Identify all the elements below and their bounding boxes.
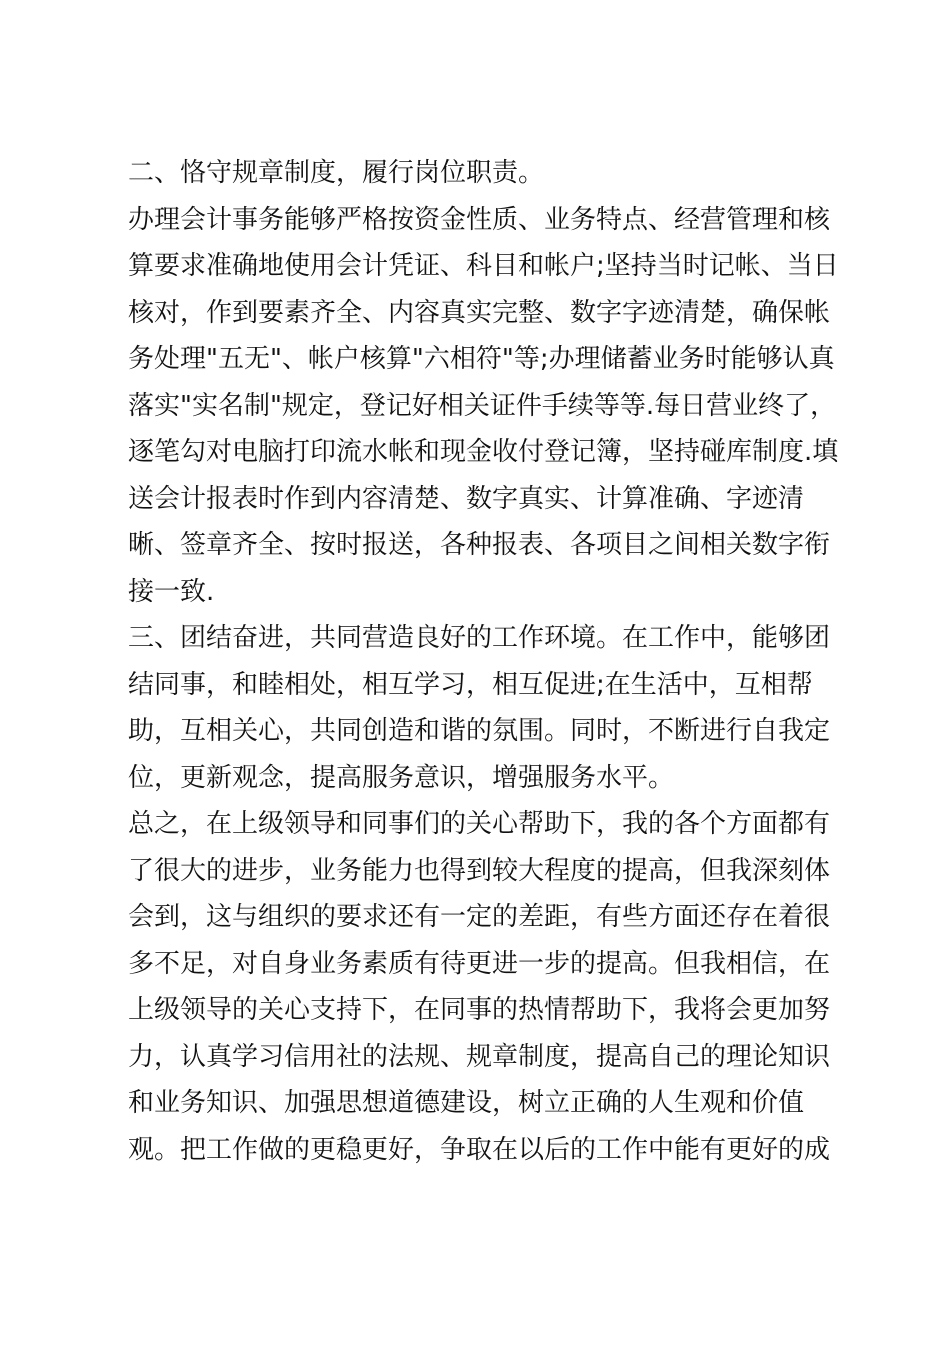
body-text — [128, 150, 839, 1173]
text-line: 观。把工作做的更稳更好，争取在以后的工作中能有更好的成 — [128, 1134, 831, 1165]
text-line: 算要求准确地使用会计凭证、科目和帐户;坚持当时记帐、当日 — [128, 251, 839, 281]
text-line: 位，更新观念，提高服务意识，增强服务水平。 — [128, 762, 675, 793]
text-line: 晰、签章齐全、按时报送，各种报表、各项目之间相关数字衔 — [128, 530, 831, 560]
text-line: 会到，这与组织的要求还有一定的差距，有些方面还存在着很 — [128, 902, 831, 932]
text-line: 送会计报表时作到内容清楚、数字真实、计算准确、字迹清 — [128, 483, 805, 514]
text-line: 力，认真学习信用社的法规、规章制度，提高自己的理论知识 — [128, 1041, 831, 1072]
text-line: 接一致. — [128, 576, 215, 607]
text-line: 办理会计事务能够严格按资金性质、业务特点、经营管理和核 — [128, 204, 831, 235]
text-line: 和业务知识、加强思想道德建设，树立正确的人生观和价值 — [128, 1088, 805, 1118]
text-line: 助，互相关心，共同创造和谐的氛围。同时，不断进行自我定 — [128, 716, 831, 746]
text-line: 核对，作到要素齐全、内容真实完整、数字字迹清楚，确保帐 — [128, 297, 831, 328]
text-line: 总之，在上级领导和同事们的关心帮助下，我的各个方面都有 — [128, 809, 831, 839]
text-line: 上级领导的关心支持下，在同事的热情帮助下，我将会更加努 — [128, 995, 831, 1025]
text-line: 结同事，和睦相处，相互学习，相互促进;在生活中，互相帮 — [128, 669, 813, 700]
text-line: 了很大的进步，业务能力也得到较大程度的提高，但我深刻体 — [128, 855, 831, 886]
text-line: 务处理"五无"、帐户核算"六相符"等;办理储蓄业务时能够认真 — [128, 344, 835, 374]
text-line: 多不足，对自身业务素质有待更进一步的提高。但我相信，在 — [128, 948, 831, 979]
text-line: 逐笔勾对电脑打印流水帐和现金收付登记簿，坚持碰库制度.填 — [128, 437, 839, 467]
text-line: 二、恪守规章制度，履行岗位职责。 — [128, 158, 545, 188]
text-line: 落实"实名制"规定，登记好相关证件手续等等.每日营业终了， — [128, 390, 837, 421]
text-line: 三、团结奋进，共同营造良好的工作环境。在工作中，能够团 — [128, 623, 831, 653]
